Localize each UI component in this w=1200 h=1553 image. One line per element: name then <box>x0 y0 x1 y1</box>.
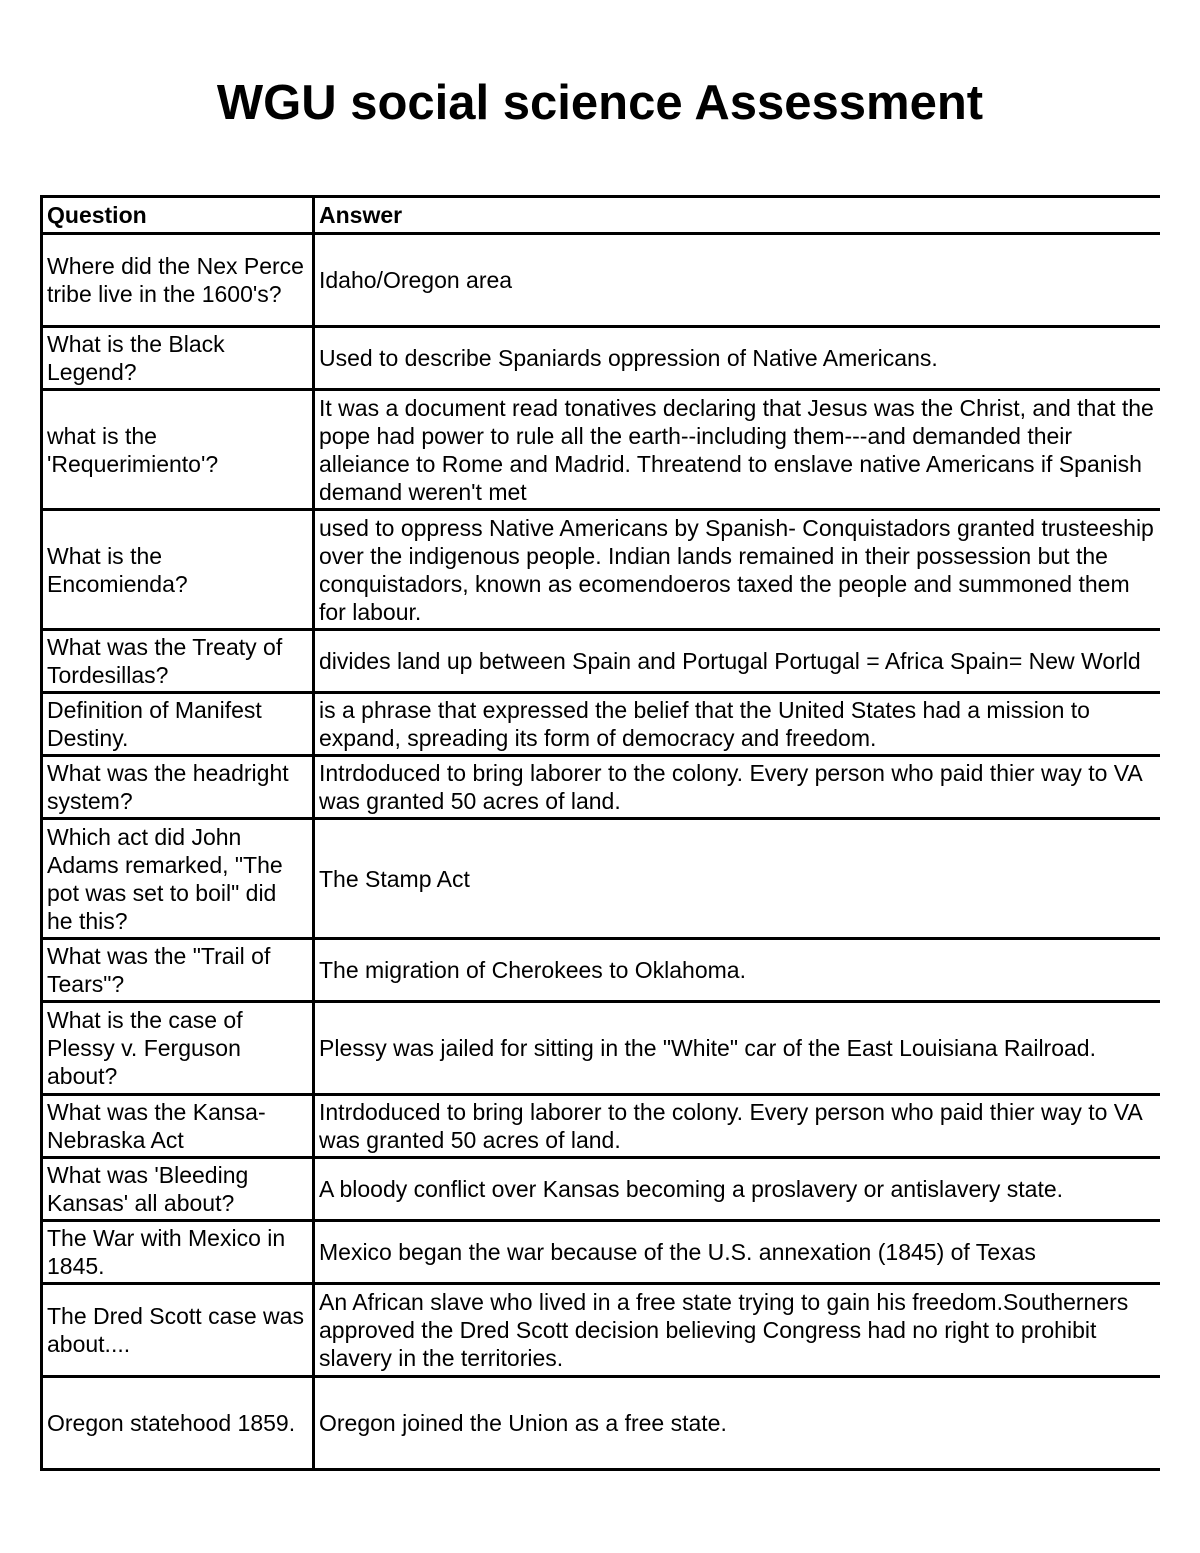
answer-cell: Intrdoduced to bring laborer to the colony. Every person who paid thier way to VA was granted 50 acres of land. <box>314 1095 1161 1158</box>
answer-cell: A bloody conflict over Kansas becoming a proslavery or antislavery state. <box>314 1158 1161 1221</box>
column-header-answer: Answer <box>314 197 1161 234</box>
table-row <box>42 630 1161 693</box>
qa-table-container <box>40 195 1160 1475</box>
answer-cell: Used to describe Spaniards oppression of Native Americans. <box>314 327 1161 390</box>
answer-cell: Mexico began the war because of the U.S. annexation (1845) of Texas <box>314 1221 1161 1284</box>
table-row <box>42 693 1161 756</box>
question-cell: What is the case of Plessy v. Ferguson about? <box>42 1002 314 1095</box>
table-row <box>42 756 1161 819</box>
table-row <box>42 1158 1161 1221</box>
table-row <box>42 1095 1161 1158</box>
question-cell: What was 'Bleeding Kansas' all about? <box>42 1158 314 1221</box>
table-header-row <box>42 197 1161 234</box>
table-row <box>42 234 1161 327</box>
answer-cell: An African slave who lived in a free state trying to gain his freedom.Southerners approved the Dred Scott decision believing Congress had no right to prohibit slavery in the territories. <box>314 1284 1161 1377</box>
question-cell: What was the Treaty of Tordesillas? <box>42 630 314 693</box>
answer-cell: Plessy was jailed for sitting in the "White" car of the East Louisiana Railroad. <box>314 1002 1161 1095</box>
table-row <box>42 1002 1161 1095</box>
question-cell: Which act did John Adams remarked, "The pot was set to boil" did he this? <box>42 819 314 939</box>
question-cell: The Dred Scott case was about.... <box>42 1284 314 1377</box>
answer-cell: is a phrase that expressed the belief that the United States had a mission to expand, spreading its form of democracy and freedom. <box>314 693 1161 756</box>
question-cell: What is the Encomienda? <box>42 510 314 630</box>
answer-cell: The Stamp Act <box>314 819 1161 939</box>
question-cell: The War with Mexico in 1845. <box>42 1221 314 1284</box>
table-row <box>42 510 1161 630</box>
answer-cell: divides land up between Spain and Portugal Portugal = Africa Spain= New World <box>314 630 1161 693</box>
page-title: WGU social science Assessment <box>216 76 984 130</box>
table-row <box>42 327 1161 390</box>
answer-cell: Intrdoduced to bring laborer to the colony. Every person who paid thier way to VA was granted 50 acres of land. <box>314 756 1161 819</box>
question-cell: What was the "Trail of Tears"? <box>42 939 314 1002</box>
question-cell: Where did the Nex Perce tribe live in the 1600's? <box>42 234 314 327</box>
answer-cell: used to oppress Native Americans by Spanish- Conquistadors granted trusteeship over the indigenous people. Indian lands remained in their possession but the conquistadors, known as ecomendoeros taxed the people and summoned them for labour. <box>314 510 1161 630</box>
answer-cell: The migration of Cherokees to Oklahoma. <box>314 939 1161 1002</box>
table-row <box>42 819 1161 939</box>
answer-cell: Oregon joined the Union as a free state. <box>314 1377 1161 1470</box>
table-row <box>42 1284 1161 1377</box>
question-cell: What was the headright system? <box>42 756 314 819</box>
question-cell: What was the Kansa-Nebraska Act <box>42 1095 314 1158</box>
question-cell: what is the 'Requerimiento'? <box>42 390 314 510</box>
column-header-question: Question <box>42 197 314 234</box>
question-cell: What is the Black Legend? <box>42 327 314 390</box>
answer-cell: It was a document read tonatives declaring that Jesus was the Christ, and that the pope had power to rule all the earth--including them---and demanded their alleiance to Rome and Madrid. Threatend to enslave native Americans if Spanish demand weren't met <box>314 390 1161 510</box>
table-row <box>42 1221 1161 1284</box>
answer-cell: Idaho/Oregon area <box>314 234 1161 327</box>
table-row <box>42 939 1161 1002</box>
table-row <box>42 390 1161 510</box>
question-cell: Oregon statehood 1859. <box>42 1377 314 1470</box>
question-cell: Definition of Manifest Destiny. <box>42 693 314 756</box>
table-row <box>42 1377 1161 1470</box>
qa-table <box>40 195 1160 1471</box>
